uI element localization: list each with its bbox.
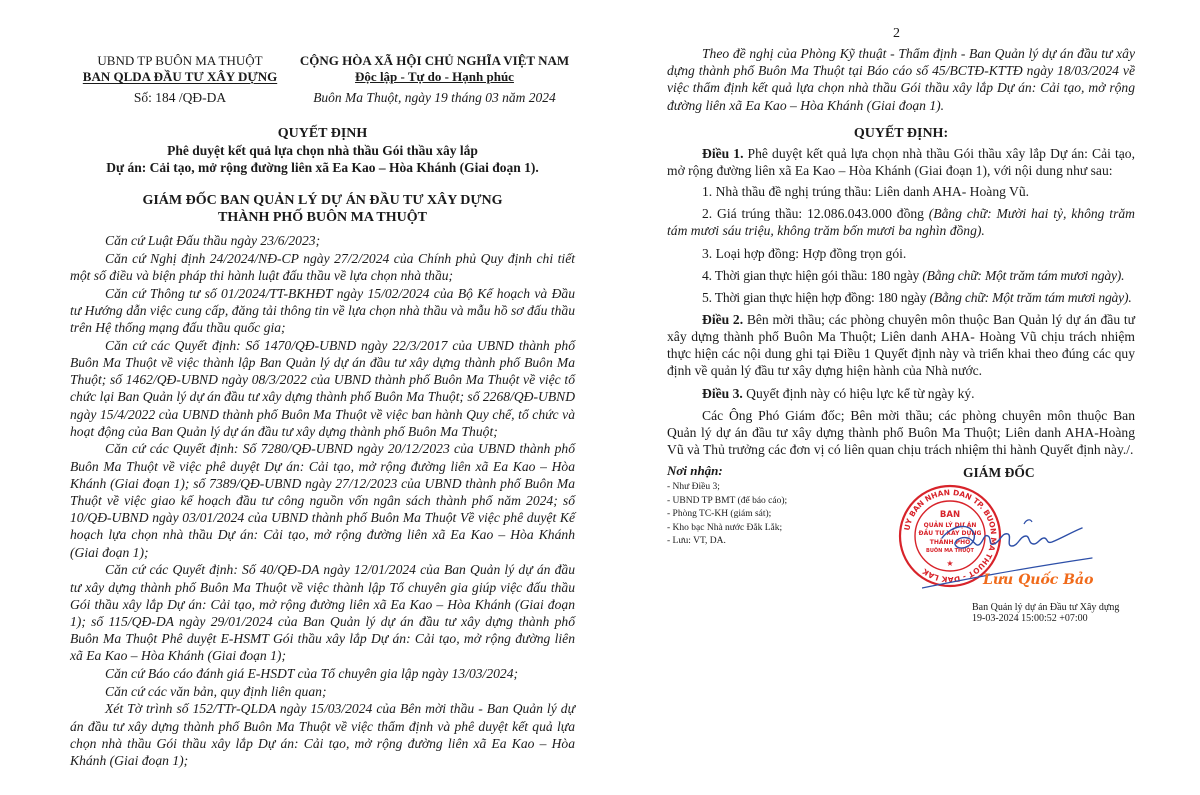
recipient: - Lưu: VT, DA. bbox=[667, 536, 726, 546]
recipient: - UBND TP BMT (để báo cáo); bbox=[667, 495, 788, 506]
nation-name: CỘNG HÒA XÃ HỘI CHỦ NGHĨA VIỆT NAM bbox=[299, 53, 570, 68]
digital-signature-org: Ban Quản lý dự án Đầu tư Xây dựng bbox=[972, 602, 1120, 613]
article-2-label: Điều 2. bbox=[702, 312, 744, 328]
proposal-text: Theo đề nghị của Phòng Kỹ thuật - Thẩm định - Ban Quản lý dự án đầu tư xây dựng thành phố Buôn Ma Thuột tại Báo cáo số 45/BCTĐ-KTTĐ ngày 18/03/2024 về việc thẩm định kết quả lựa chọn nhà thầu Gói thầu xây lắp Dự án: Cải tạo, mở rộng đường liên xã Ea Kao – Hòa Khánh (Giai đoạn 1). bbox=[667, 46, 1135, 113]
legal-basis: Căn cứ Thông tư số 01/2024/TT-BKHĐT ngày 15/02/2024 của Bộ Kế hoạch và Đầu tư Hướng dẫn việc cung cấp, đăng tải thông tin về lựa chọn nhà thầu và mẫu hồ sơ đấu thầu trên Hệ thống mạng đấu thầu quốc gia; bbox=[70, 285, 575, 336]
item-note: (Bằng chữ: Một trăm tám mươi ngày). bbox=[929, 290, 1132, 306]
article-2-text: Bên mời thầu; các phòng chuyên môn thuộc Ban Quản lý dự án đầu tư xây dựng thành phố Buôn Ma Thuột; Liên danh AHA- Hoàng Vũ chịu trách nhiệm thực hiện các nội dung ghi tại Điều 1 Quyết định này và triển khai theo đúng các quy định về quản lý đầu tư xây dựng hiện hành của Nhà nước. bbox=[667, 312, 1136, 379]
item-text: 1. Nhà thầu đề nghị trúng thầu: Liên danh AHA- Hoàng Vũ. bbox=[702, 184, 1030, 199]
decision-subject-line2: Dự án: Cải tạo, mở rộng đường liên xã Ea Kao – Hòa Khánh (Giai đoạn 1). bbox=[106, 160, 539, 175]
recipients-label: Nơi nhận: bbox=[667, 463, 723, 478]
national-motto: Độc lập - Tự do - Hạnh phúc bbox=[355, 69, 514, 84]
digital-signature-info bbox=[972, 602, 1119, 624]
decision-articles bbox=[667, 145, 1135, 463]
closing-clause: Các Ông Phó Giám đốc; Bên mời thầu; các phòng chuyên môn thuộc Ban Quản lý dự án đầu tư xây dựng thành phố Buôn Ma Thuột; Liên danh AHA-Hoàng Vũ và Thủ trưởng các đơn vị có liên quan chịu trách nhiệm thi hành Quyết định này./. bbox=[667, 408, 1135, 458]
legal-basis: Căn cứ các Quyết định: Số 1470/QĐ-UBND ngày 22/3/2017 của UBND thành phố Buôn Ma Thuột về việc thành lập Ban Quản lý dự án đầu tư xây dựng thành phố Buôn Ma Thuột; số 1462/QĐ-UBND ngày 08/3/2022 của UBND thành phố Buôn Ma Thuột về việc tổ chức lại Ban Quản lý dự án đầu tư xây dựng thành phố Buôn Ma Thuột; số 2268/QĐ-UBND ngày 15/4/2022 của UBND thành phố Buôn Ma Thuột về việc ban hành Quy chế, tổ chức và hoạt động của Ban Quản lý dự án đầu tư xây dựng thành phố Buôn Ma Thuột; bbox=[70, 337, 576, 439]
issuing-agency: BAN QLDA ĐẦU TƯ XÂY DỰNG bbox=[82, 69, 278, 84]
item-text: 5. Thời gian thực hiện hợp đồng: 180 ngày bbox=[702, 290, 930, 306]
decision-title: QUYẾT ĐỊNH bbox=[277, 126, 368, 141]
article-3-label: Điều 3. bbox=[702, 385, 743, 401]
legal-basis: Căn cứ các Quyết định: Số 40/QĐ-DA ngày 12/01/2024 của Ban Quản lý dự án đầu tư xây dựng thành phố Buôn Ma Thuột về việc thành lập Tổ chuyên gia giúp việc đấu thầu Gói thầu xây lắp Dự án: Cải tạo, mở rộng đường liên xã Ea Kao – Hòa Khánh (Giai đoạn 1); số 115/QĐ-DA ngày 29/01/2024 của Ban Quản lý dự án đầu tư xây dựng thành phố Buôn Ma Thuột Phê duyệt E-HSMT Gói thầu xây lắp Dự án: Cải tạo, mở rộng đường liên xã Ea Kao – Hòa Khánh (Giai đoạn 1); bbox=[70, 562, 575, 664]
article-1-item bbox=[667, 183, 1135, 200]
recipient: - Phòng TC-KH (giám sát); bbox=[667, 509, 772, 519]
legal-basis: Xét Tờ trình số 152/TTr-QLDA ngày 15/03/2024 của Bên mời thầu - Ban Quản lý dự án đầu tư xây dựng thành phố Buôn Ma Thuột về việc thẩm định và phê duyệt kết quả lựa chọn nhà thầu Gói thầu xây lắp Dự án: Cải tạo, mở rộng đường liên xã Ea Kao – Hòa Khánh (Giai đoạn 1); bbox=[70, 701, 575, 769]
article-2 bbox=[667, 311, 1135, 379]
article-1-item bbox=[667, 245, 1135, 262]
svg-text:BAN: BAN bbox=[939, 510, 961, 520]
article-1-item bbox=[667, 205, 1135, 239]
svg-text:UY BAN NHAN DAN TP. BUON MA TH: UY BAN NHAN DAN TP. BUON MA THUOT - DAK LAK bbox=[902, 487, 999, 585]
item-note: (Bằng chữ: Mười hai tỷ, không trăm tám mươi sáu triệu, không trăm bốn mươi ba nghìn đồng). bbox=[667, 206, 1135, 239]
article-1-text: Phê duyệt kết quả lựa chọn nhà thầu Gói thầu xây lắp Dự án: Cải tạo, mở rộng đường liên xã Ea Kao – Hòa Khánh (Giai đoạn 1), với nội dung như sau: bbox=[667, 146, 1135, 178]
recipient: - Như Điều 3; bbox=[667, 482, 720, 492]
decision-heading: QUYẾT ĐỊNH: bbox=[853, 126, 949, 141]
signer-name: Lưu Quốc Bảo bbox=[983, 572, 1094, 588]
legal-basis: Căn cứ Luật Đấu thầu ngày 23/6/2023; bbox=[105, 233, 321, 248]
legal-basis: Căn cứ các văn bản, quy định liên quan; bbox=[105, 683, 327, 699]
legal-basis: Căn cứ Nghị định 24/2024/NĐ-CP ngày 27/2/2024 của Chính phủ Quy định chi tiết một số điều và biện pháp thi hành luật đấu thầu về lựa chọn nhà thầu; bbox=[70, 250, 575, 283]
legal-basis: Căn cứ các Quyết định: Số 7280/QĐ-UBND ngày 20/12/2023 của UBND thành phố Buôn Ma Thuột về việc phê duyệt Dự án: Cải tạo, mở rộng đường liên xã Ea Kao – Hòa Khánh (Giai đoạn 1); số 7389/QĐ-UBND ngày 27/12/2023 của UBND thành phố Buôn Ma Thuột về việc giao kế hoạch đầu tư công nguồn vốn ngân sách thành phố năm 2024; số 10/QĐ-UBND ngày 03/01/2024 của UBND thành phố Buôn Ma Thuột Về việc phê duyệt Kế hoạch lựa chọn nhà thầu Dự án: Cải tạo, mở rộng đường liên xã Ea Kao – Hòa Khánh (Giai đoạn 1); bbox=[70, 441, 575, 560]
page-number: 2 bbox=[893, 26, 900, 41]
item-text: 3. Loại hợp đồng: Hợp đồng trọn gói. bbox=[702, 245, 907, 261]
proposal-basis bbox=[667, 45, 1135, 114]
issuing-authority bbox=[70, 192, 575, 226]
article-1-item bbox=[667, 289, 1135, 306]
national-header bbox=[292, 53, 577, 106]
recipient: - Kho bạc Nhà nước Đắk Lắk; bbox=[667, 522, 783, 533]
place-date: Buôn Ma Thuột, ngày 19 tháng 03 năm 2024 bbox=[313, 90, 556, 105]
issuing-agency-header bbox=[80, 53, 280, 106]
digital-signature-timestamp: 19-03-2024 15:00:52 +07:00 bbox=[972, 613, 1088, 624]
article-1-item bbox=[667, 267, 1135, 284]
item-note: (Bằng chữ: Một trăm tám mươi ngày). bbox=[922, 267, 1125, 283]
recipients-list bbox=[667, 463, 887, 549]
svg-text:ĐẦU TƯ XÂY DỰNG: ĐẦU TƯ XÂY DỰNG bbox=[918, 530, 982, 537]
article-3 bbox=[667, 385, 1135, 402]
item-text: 4. Thời gian thực hiện gói thầu: 180 ngày bbox=[702, 267, 923, 283]
signer-title: GIÁM ĐỐC bbox=[963, 465, 1035, 480]
authority-line1: GIÁM ĐỐC BAN QUẢN LÝ DỰ ÁN ĐẦU TƯ XÂY DỰNG bbox=[142, 193, 503, 208]
parent-agency: UBND TP BUÔN MA THUỘT bbox=[97, 53, 263, 68]
article-1-label: Điều 1. bbox=[702, 146, 744, 161]
svg-text:THÀNH PHỐ: THÀNH PHỐ bbox=[929, 539, 971, 546]
svg-text:BUÔN MA THUỘT: BUÔN MA THUỘT bbox=[926, 548, 974, 554]
article-3-text: Quyết định này có hiệu lực kể từ ngày ký. bbox=[742, 385, 975, 401]
svg-text:QUẢN LÝ DỰ ÁN: QUẢN LÝ DỰ ÁN bbox=[923, 522, 977, 529]
decision-title-block bbox=[70, 125, 575, 176]
item-text: 2. Giá trúng thầu: 12.086.043.000 đồng bbox=[702, 206, 929, 222]
legal-bases bbox=[70, 232, 575, 770]
document-number: Số: 184 /QĐ-DA bbox=[133, 90, 227, 105]
article-1 bbox=[667, 145, 1135, 179]
legal-basis: Căn cứ Báo cáo đánh giá E-HSDT của Tổ chuyên gia lập ngày 13/03/2024; bbox=[105, 666, 519, 682]
authority-line2: THÀNH PHỐ BUÔN MA THUỘT bbox=[218, 210, 427, 225]
decision-subject-line1: Phê duyệt kết quả lựa chọn nhà thầu Gói thầu xây lắp bbox=[167, 143, 478, 158]
svg-text:★: ★ bbox=[946, 559, 954, 568]
